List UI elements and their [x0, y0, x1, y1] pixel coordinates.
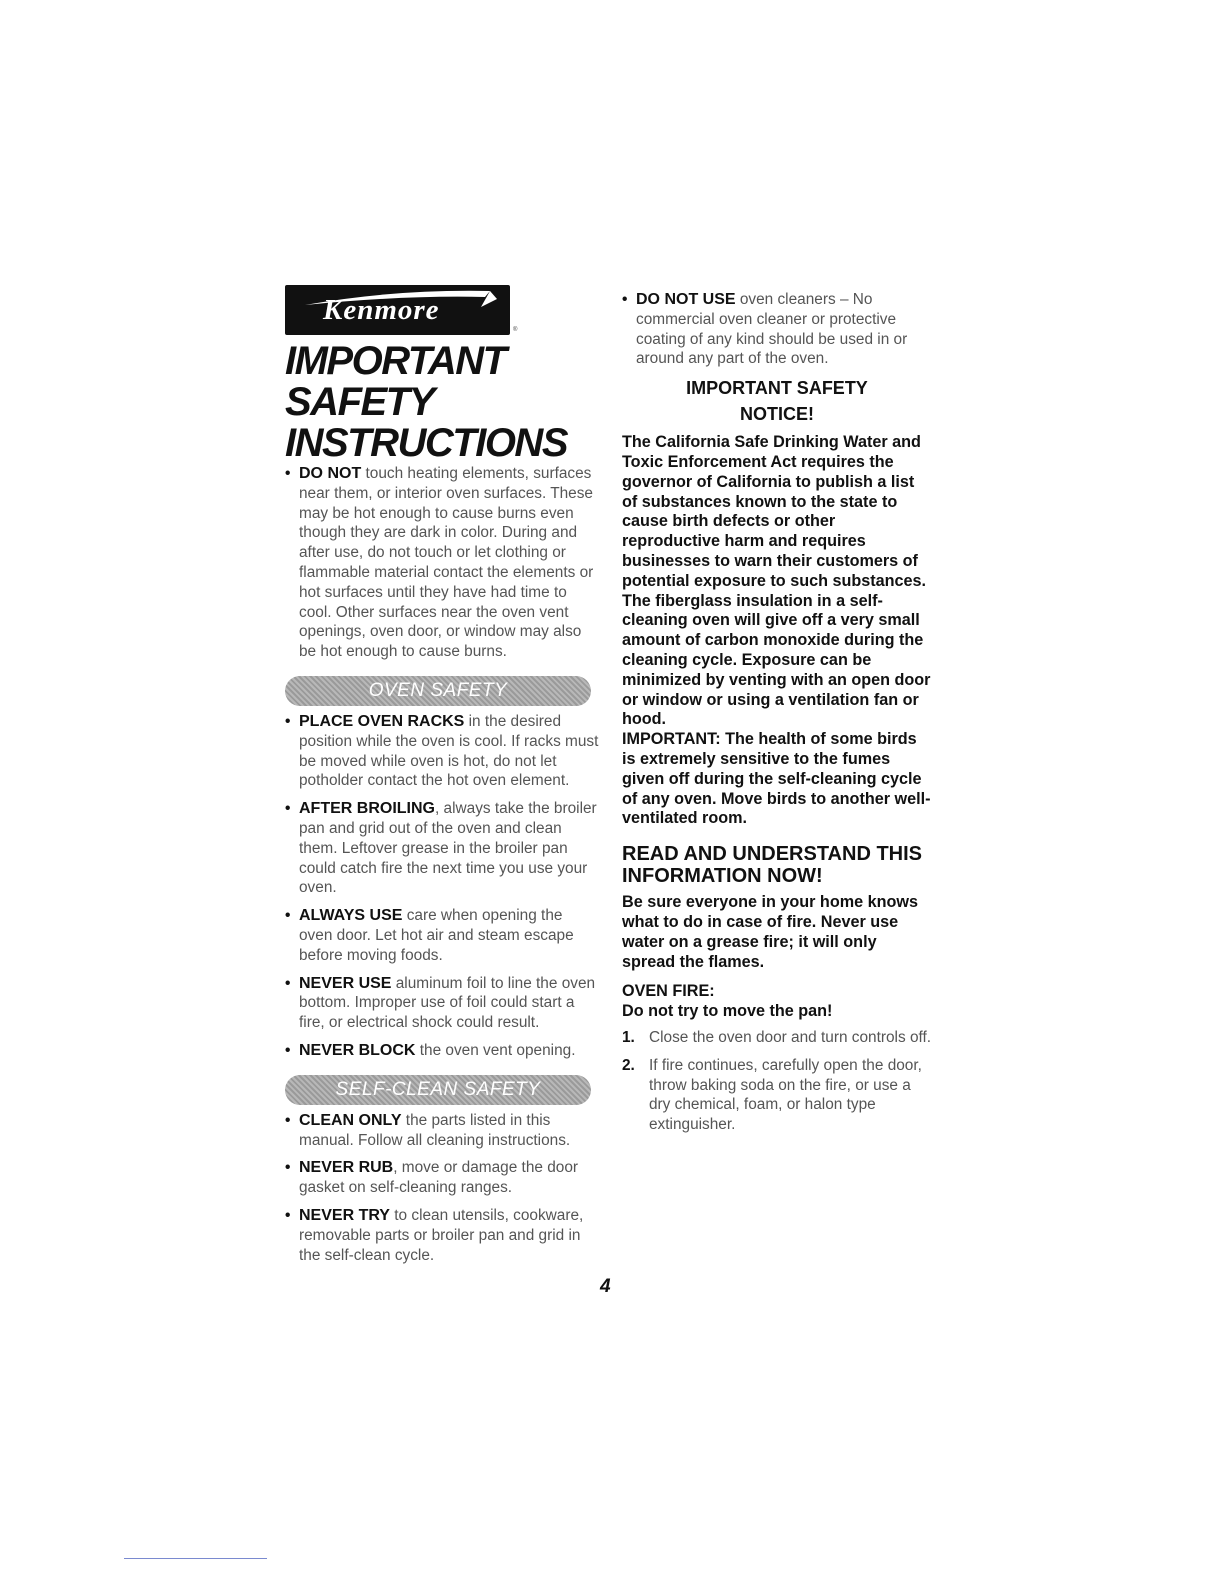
page-number: 4: [600, 1276, 611, 1297]
list-item: [285, 1158, 600, 1198]
list-item: [285, 1111, 600, 1151]
notice-title: [622, 375, 932, 427]
bullet: •: [285, 907, 291, 925]
item-text: , always take the broiler pan and grid out of the oven and clean them. Leftover grease in the broiler pan could catch fire the next time you use your oven.: [299, 800, 597, 897]
logo-box: [285, 285, 510, 335]
item-bold: PLACE OVEN RACKS: [299, 712, 465, 730]
self-clean-safety-banner: [285, 1075, 591, 1105]
notice-body: The California Safe Drinking Water and Toxic Enforcement Act requires the governor of California to publish a list of substances known to the state to cause birth defects or other reproductive harm and requires businesses to warn their customers of potential exposure to such substances. The fiberglass insulation in a self-cleaning oven will give off a very small amount of carbon monoxide during the cleaning cycle. Exposure can be minimized by venting with an open door or window or using a ventilation fan or hood.: [622, 433, 931, 729]
numbered-step: [622, 1056, 932, 1135]
bullet: •: [622, 291, 628, 308]
read-body: Be sure everyone in your home knows what to do in case of fire. Never use water on a grease fire; it will only spread the flames.: [622, 893, 918, 971]
step-number: 1.: [622, 1028, 635, 1046]
list-item: [285, 464, 600, 662]
logo-brand: Kenmore: [323, 294, 440, 326]
bullet: •: [285, 1111, 291, 1129]
bullet: •: [285, 800, 291, 818]
item-bold: NEVER RUB: [299, 1159, 394, 1177]
banner-label: SELF-CLEAN SAFETY: [335, 1078, 541, 1100]
item-bold: AFTER BROILING: [299, 800, 435, 818]
notice-title-line-2: NOTICE!: [740, 404, 814, 425]
oven-fire-subheading: Do not try to move the pan!: [622, 1002, 833, 1021]
banner-label: OVEN SAFETY: [368, 679, 508, 701]
item-text: , move or damage the door gasket on self-cleaning ranges.: [299, 1159, 579, 1197]
step-number: 2.: [622, 1056, 635, 1074]
item-bold: ALWAYS USE: [299, 907, 403, 925]
item-text: in the desired position while the oven is cool. If racks must be moved while oven is hot, do not let potholder contact the hot oven element.: [299, 712, 599, 790]
page-title: [285, 341, 600, 464]
birds-warning: IMPORTANT: The health of some birds is extremely sensitive to the fumes given off during the self-cleaning cycle of any oven. Move birds to another well-ventilated room.: [622, 730, 931, 828]
title-line-2: INSTRUCTIONS: [285, 421, 567, 465]
title-line-1: IMPORTANT SAFETY: [285, 339, 506, 424]
list-item: [285, 799, 600, 898]
item-text: touch heating elements, surfaces near them, or interior oven surfaces. These may be hot enough to cause burns even though they are dark in color. During and after use, do not touch or let clothing or flammable material contact the elements or hot surfaces until they have had time to cool. Other surfaces near the oven vent openings, oven door, or window may also be hot enough to cause burns.: [299, 465, 594, 661]
bullet: •: [285, 712, 291, 730]
bullet: •: [285, 1041, 291, 1059]
item-text: the parts listed in this manual. Follow all cleaning instructions.: [299, 1111, 571, 1149]
item-bold: NEVER TRY: [299, 1206, 390, 1224]
item-text: to clean utensils, cookware, removable parts or broiler pan and grid in the self-clean cycle.: [299, 1206, 584, 1264]
left-column: [285, 285, 600, 1265]
bullet: •: [285, 1159, 291, 1177]
bullet: •: [285, 974, 291, 992]
item-text: the oven vent opening.: [415, 1041, 576, 1059]
list-item: [622, 290, 932, 369]
kenmore-logo: [285, 285, 518, 335]
bullet: •: [285, 465, 291, 482]
read-heading: READ AND UNDERSTAND THIS INFORMATION NOW!: [622, 843, 922, 888]
item-bold: NEVER BLOCK: [299, 1041, 416, 1059]
item-text: aluminum foil to line the oven bottom. Improper use of foil could start a fire, or electrical shock could result.: [299, 974, 596, 1032]
oven-fire-heading: OVEN FIRE:: [622, 982, 715, 1001]
item-bold: CLEAN ONLY: [299, 1111, 402, 1129]
list-item: [285, 906, 600, 965]
footer-rule: [124, 1558, 267, 1559]
right-column: [622, 290, 932, 1135]
list-item: [285, 1206, 600, 1265]
notice-title-line-1: IMPORTANT SAFETY: [686, 378, 868, 399]
item-bold: DO NOT USE: [636, 291, 736, 308]
trademark-mark: ®: [513, 327, 518, 333]
bullet: •: [285, 1206, 291, 1224]
list-item: [285, 712, 600, 791]
item-bold: DO NOT: [299, 465, 362, 482]
oven-safety-banner: [285, 676, 591, 706]
step-text: Close the oven door and turn controls off.: [649, 1028, 932, 1046]
list-item: [285, 1041, 600, 1061]
numbered-step: [622, 1028, 932, 1048]
item-text: oven cleaners – No commercial oven cleaner or protective coating of any kind should be used in or around any part of the oven.: [636, 291, 908, 368]
step-text: If fire continues, carefully open the door, throw baking soda on the fire, or use a dry chemical, foam, or halon type extinguisher.: [649, 1056, 922, 1134]
item-bold: NEVER USE: [299, 974, 392, 992]
item-text: care when opening the oven door. Let hot air and steam escape before moving foods.: [299, 907, 574, 964]
list-item: [285, 974, 600, 1033]
